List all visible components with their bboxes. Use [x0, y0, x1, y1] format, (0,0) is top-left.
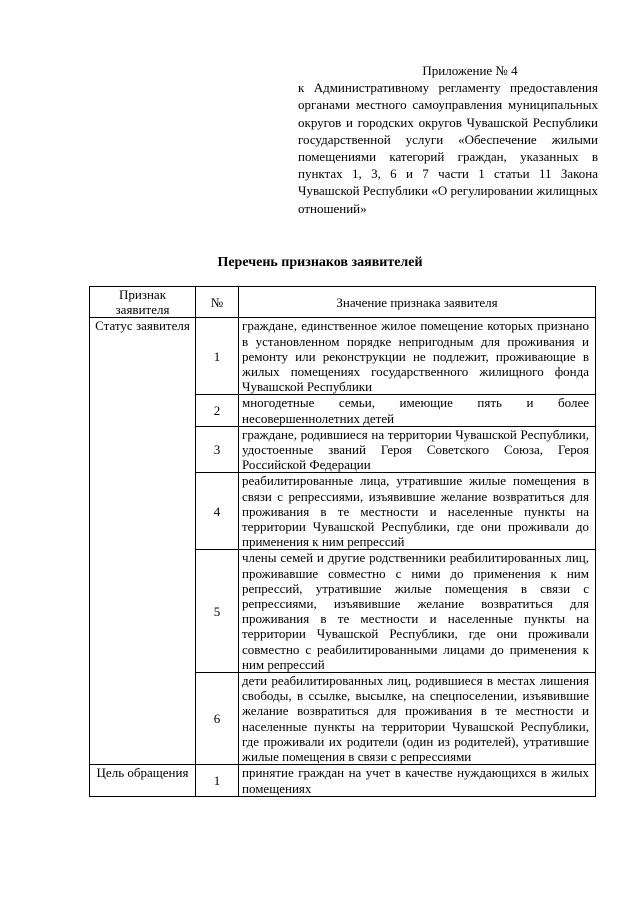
- header-sign: Признак заявителя: [90, 287, 196, 318]
- appendix-block: [298, 62, 598, 217]
- row-number: 3: [196, 426, 239, 473]
- row-number: 6: [196, 673, 239, 765]
- row-number: 1: [196, 318, 239, 395]
- table-row: [90, 318, 596, 395]
- list-title: Перечень признаков заявителей: [217, 255, 423, 270]
- row-number: 2: [196, 395, 239, 426]
- header-value: Значение признака заявителя: [239, 287, 596, 318]
- appendix-title: Приложение № 4: [422, 63, 518, 78]
- row-value: многодетные семьи, имеющие пять и более несовершеннолетних детей: [239, 395, 596, 426]
- table-header-row: [90, 287, 596, 318]
- sign-cell-status: Статус заявителя: [90, 318, 196, 765]
- row-number: 4: [196, 473, 239, 550]
- row-value: граждане, единственное жилое помещение которых признано в установленном порядке непригодным для проживания и ремонту или реконструкции не подлежит, проживающие в жилых помещениях государственного жилищного фонда Чувашской Республики: [239, 318, 596, 395]
- header-number: №: [196, 287, 239, 318]
- table-row: [90, 765, 596, 796]
- row-value: принятие граждан на учет в качестве нуждающихся в жилых помещениях: [239, 765, 596, 796]
- row-value: граждане, родившиеся на территории Чувашской Республики, удостоенные званий Героя Советского Союза, Героя Российской Федерации: [239, 426, 596, 473]
- row-number: 1: [196, 765, 239, 796]
- row-number: 5: [196, 550, 239, 673]
- row-value: члены семей и другие родственники реабилитированных лиц, проживавшие совместно с ними до применения к ним репрессий, утратившие жилые помещения в связи с репрессиями, изъявившие желание возвратиться для проживания в те местности и населенные пункты на территории Чувашской Республики, где они проживали совместно с реабилитированными лицами до применения к ним репрессий: [239, 550, 596, 673]
- sign-cell-purpose: Цель обращения: [90, 765, 196, 796]
- row-value: дети реабилитированных лиц, родившиеся в местах лишения свободы, в ссылке, высылке, на спецпоселении, изъявившие желание возвратиться для проживания в те местности и населенные пункты на территории Чувашской Республики, где проживали их родители (один из родителей), утратившие жилые помещения в связи с репрессиями: [239, 673, 596, 765]
- row-value: реабилитированные лица, утратившие жилые помещения в связи с репрессиями, изъявившие желание возвратиться для проживания в те местности и населенные пункты на территории Чувашской Республики, где они проживали до применения к ним репрессий: [239, 473, 596, 550]
- appendix-text: к Административному регламенту предоставления органами местного самоуправления муниципальных округов и городских округов Чувашской Республики государственной услуги «Обеспечение жилыми помещениями категорий граждан, указанных в пунктах 1, 3, 6 и 7 части 1 статьи 11 Закона Чувашской Республики «О регулировании жилищных отношений»: [298, 80, 598, 216]
- applicant-signs-table: [89, 286, 596, 797]
